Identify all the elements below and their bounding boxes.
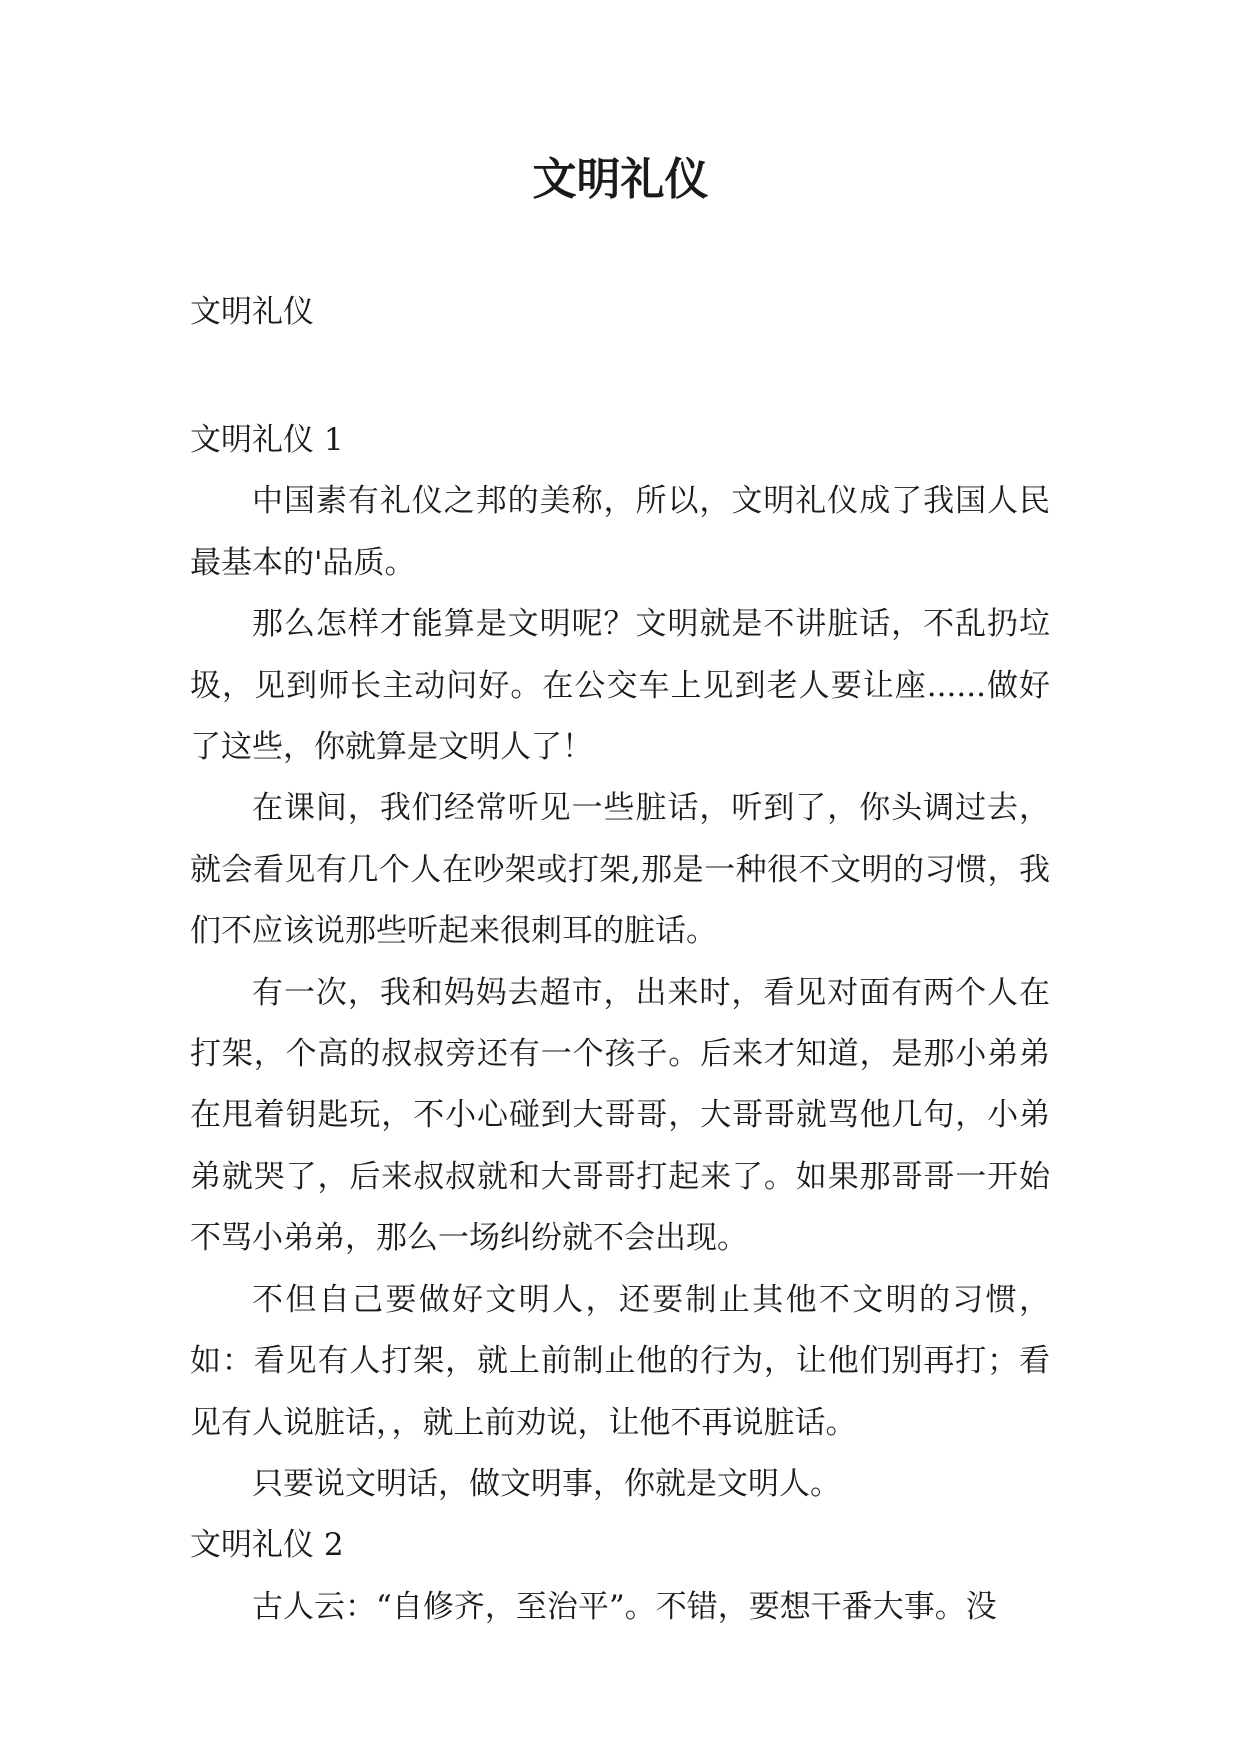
document-body <box>190 410 1050 1638</box>
section-heading-1: 文明礼仪 1 <box>190 422 344 458</box>
paragraph: 只要说文明话，做文明事，你就是文明人。 <box>252 1465 841 1502</box>
paragraph: 那么怎样才能算是文明呢？文明就是不讲脏话，不乱扔垃圾，见到师长主动问好。在公交车上见到老人要让座......做好了这些，你就算是文明人了！ <box>190 606 1050 766</box>
paragraph: 有一次，我和妈妈去超市，出来时，看见对面有两个人在打架，个高的叔叔旁还有一个孩子。后来才知道，是那小弟弟在甩着钥匙玩，不小心碰到大哥哥，大哥哥就骂他几句，小弟弟就哭了，后来叔叔就和大哥哥打起来了。如果那哥哥一开始不骂小弟弟，那么一场纠纷就不会出现。 <box>190 974 1050 1257</box>
section-heading-2: 文明礼仪 2 <box>190 1527 344 1564</box>
document-title: 文明礼仪 <box>532 154 709 205</box>
paragraph: 不但自己要做好文明人，还要制止其他不文明的习惯，如：看见有人打架，就上前制止他的行为，让他们别再打；看见有人说脏话，，就上前劝说，让他不再说脏话。 <box>190 1281 1050 1441</box>
paragraph: 在课间，我们经常听见一些脏话，听到了，你头调过去，就会看见有几个人在吵架或打架,那是一种很不文明的习惯，我们不应该说那些听起来很刺耳的脏话。 <box>190 790 1050 950</box>
paragraph: 中国素有礼仪之邦的美称，所以，文明礼仪成了我国人民最基本的'品质。 <box>190 483 1050 581</box>
paragraph: 古人云：“自修齐，至治平”。不错，要想干番大事。没 <box>252 1588 997 1625</box>
document-subtitle: 文明礼仪 <box>190 294 314 330</box>
